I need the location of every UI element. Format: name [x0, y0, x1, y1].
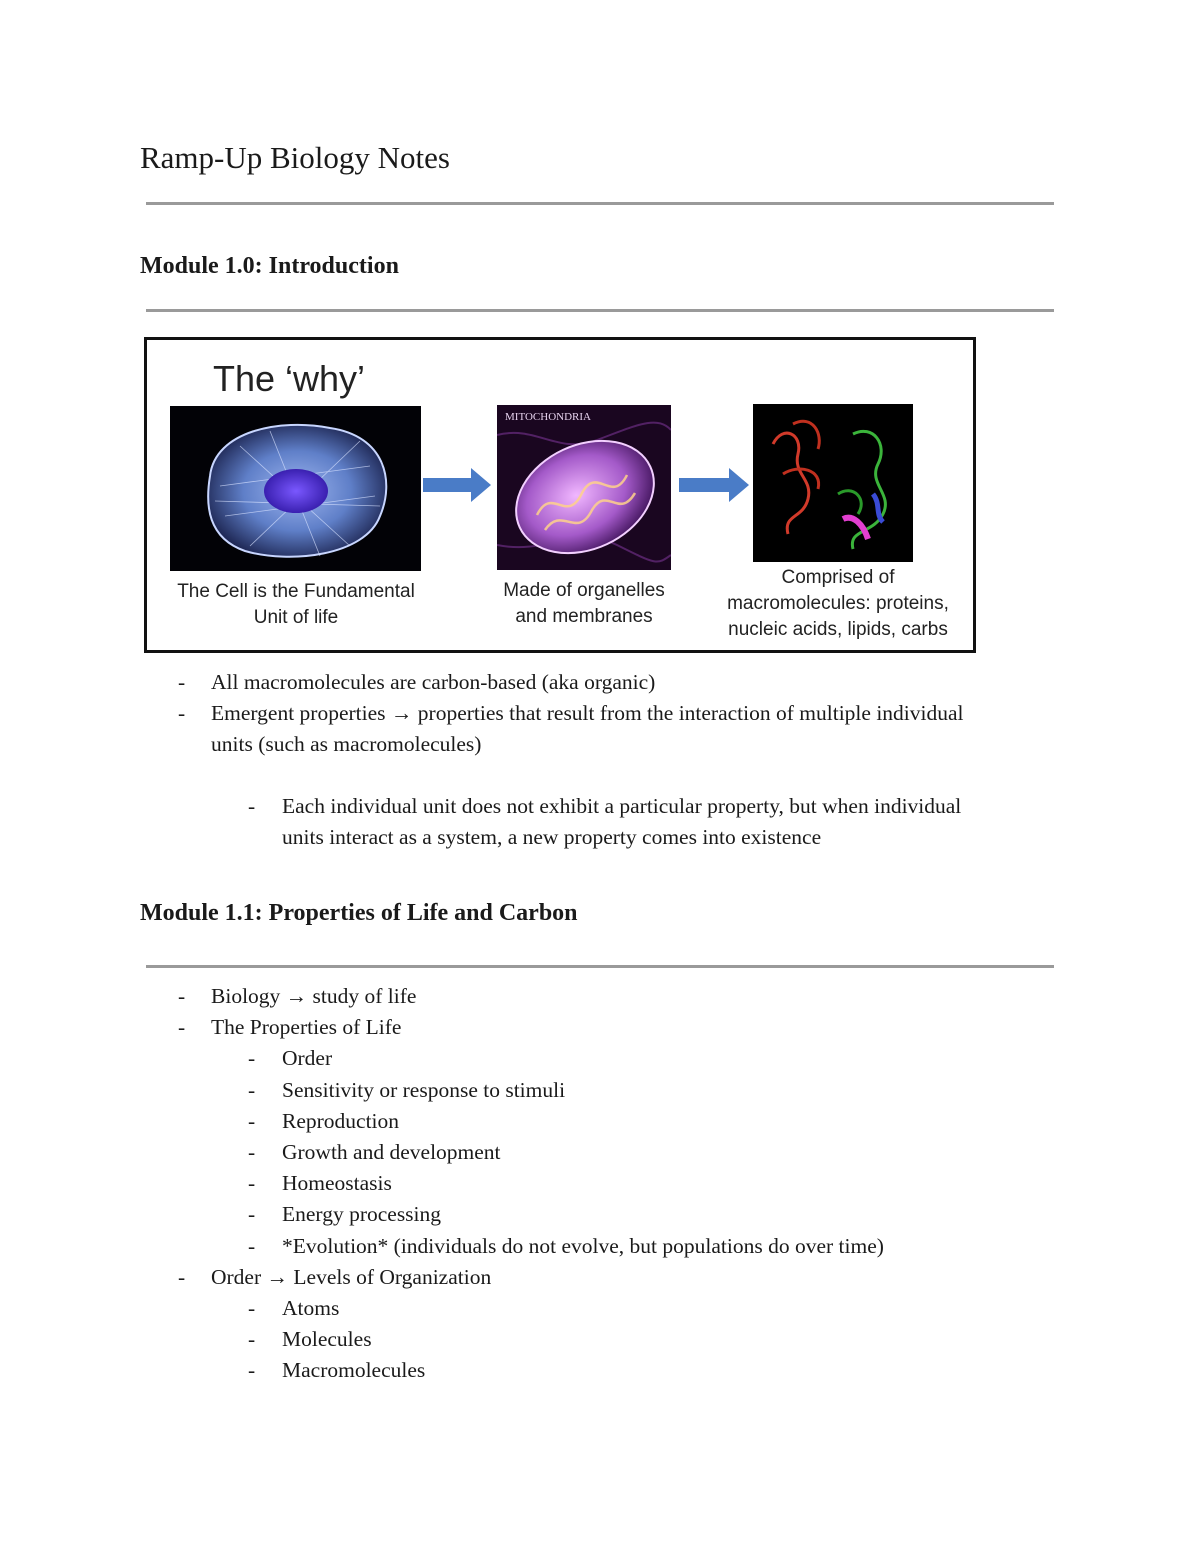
list-item-text: *Evolution* (individuals do not evolve, but populations do over time): [282, 1233, 884, 1258]
list-item-text: Sensitivity or response to stimuli: [282, 1077, 566, 1102]
panel-1-caption-line-2: Unit of life: [253, 607, 339, 628]
bullet-dash: -: [248, 1171, 256, 1196]
panel-2-caption-line-1: Made of organelles: [503, 580, 665, 601]
list-item-text: Reproduction: [282, 1108, 400, 1133]
module-1-0-heading: Module 1.0: Introduction: [140, 253, 399, 279]
bullet-dash: -: [178, 701, 186, 725]
list-item-text: Growth and development: [282, 1140, 501, 1164]
bullet-dash: -: [248, 1327, 256, 1352]
list-item-text: Homeostasis: [282, 1171, 392, 1196]
list-item-continuation: units interact as a system, a new property comes into existence: [282, 825, 822, 849]
panel-3-caption-line-2: macromolecules: proteins,: [727, 593, 949, 614]
bullet-dash: -: [248, 1046, 256, 1071]
list-item-text: Energy processing: [282, 1202, 442, 1227]
mitochondria-label: MITOCHONDRIA: [505, 411, 591, 423]
module-1-1-heading: Module 1.1: Properties of Life and Carbon: [140, 900, 578, 926]
panel-3-caption-line-3: nucleic acids, lipids, carbs: [728, 619, 948, 640]
mitochondria-image: [497, 405, 671, 570]
figure-title: The ‘why’: [213, 358, 366, 399]
cell-image: [170, 406, 421, 571]
list-item-text: All macromolecules are carbon-based (aka organic): [211, 670, 656, 694]
bullet-dash: -: [248, 1108, 256, 1133]
panel-3-caption: [707, 565, 969, 643]
bullet-dash: -: [248, 794, 256, 818]
divider: [146, 202, 1054, 205]
list-item-continuation: units (such as macromolecules): [211, 732, 482, 756]
list-item-text: Biology → study of life: [211, 984, 417, 1008]
panel-3-caption-line-1: Comprised of: [781, 567, 895, 588]
bullet-dash: -: [248, 1358, 256, 1383]
bullet-dash: -: [178, 984, 186, 1008]
list-item-text: Each individual unit does not exhibit a particular property, but when individual: [282, 794, 962, 818]
list-item-text: Atoms: [282, 1296, 340, 1320]
list-item-text: Order: [282, 1046, 333, 1071]
why-figure: [144, 337, 976, 653]
list-item-text: Molecules: [282, 1327, 372, 1352]
list-item-text: Macromolecules: [282, 1358, 426, 1383]
panel-2-caption: [477, 578, 691, 630]
bullet-dash: -: [178, 1015, 186, 1040]
bullet-dash: -: [178, 670, 186, 694]
right-arrow-icon: [423, 468, 493, 502]
list-item-text: Emergent properties → properties that result from the interaction of multiple individual: [211, 701, 964, 725]
bullet-dash: -: [248, 1202, 256, 1227]
bullet-dash: -: [178, 1264, 186, 1289]
bullet-dash: -: [248, 1233, 256, 1258]
panel-2-caption-line-2: and membranes: [515, 606, 653, 627]
bullet-dash: -: [248, 1140, 256, 1164]
panel-1-caption: [165, 579, 427, 631]
panel-1-caption-line-1: The Cell is the Fundamental: [177, 581, 415, 602]
page-title: Ramp-Up Biology Notes: [140, 140, 450, 175]
bullet-dash: -: [248, 1296, 256, 1320]
protein-image: [753, 404, 913, 562]
list-item-text: Order → Levels of Organization: [211, 1264, 492, 1289]
divider: [146, 965, 1054, 968]
bullet-dash: -: [248, 1077, 256, 1102]
list-item-text: The Properties of Life: [211, 1015, 402, 1040]
right-arrow-icon: [679, 468, 751, 502]
divider: [146, 309, 1054, 312]
